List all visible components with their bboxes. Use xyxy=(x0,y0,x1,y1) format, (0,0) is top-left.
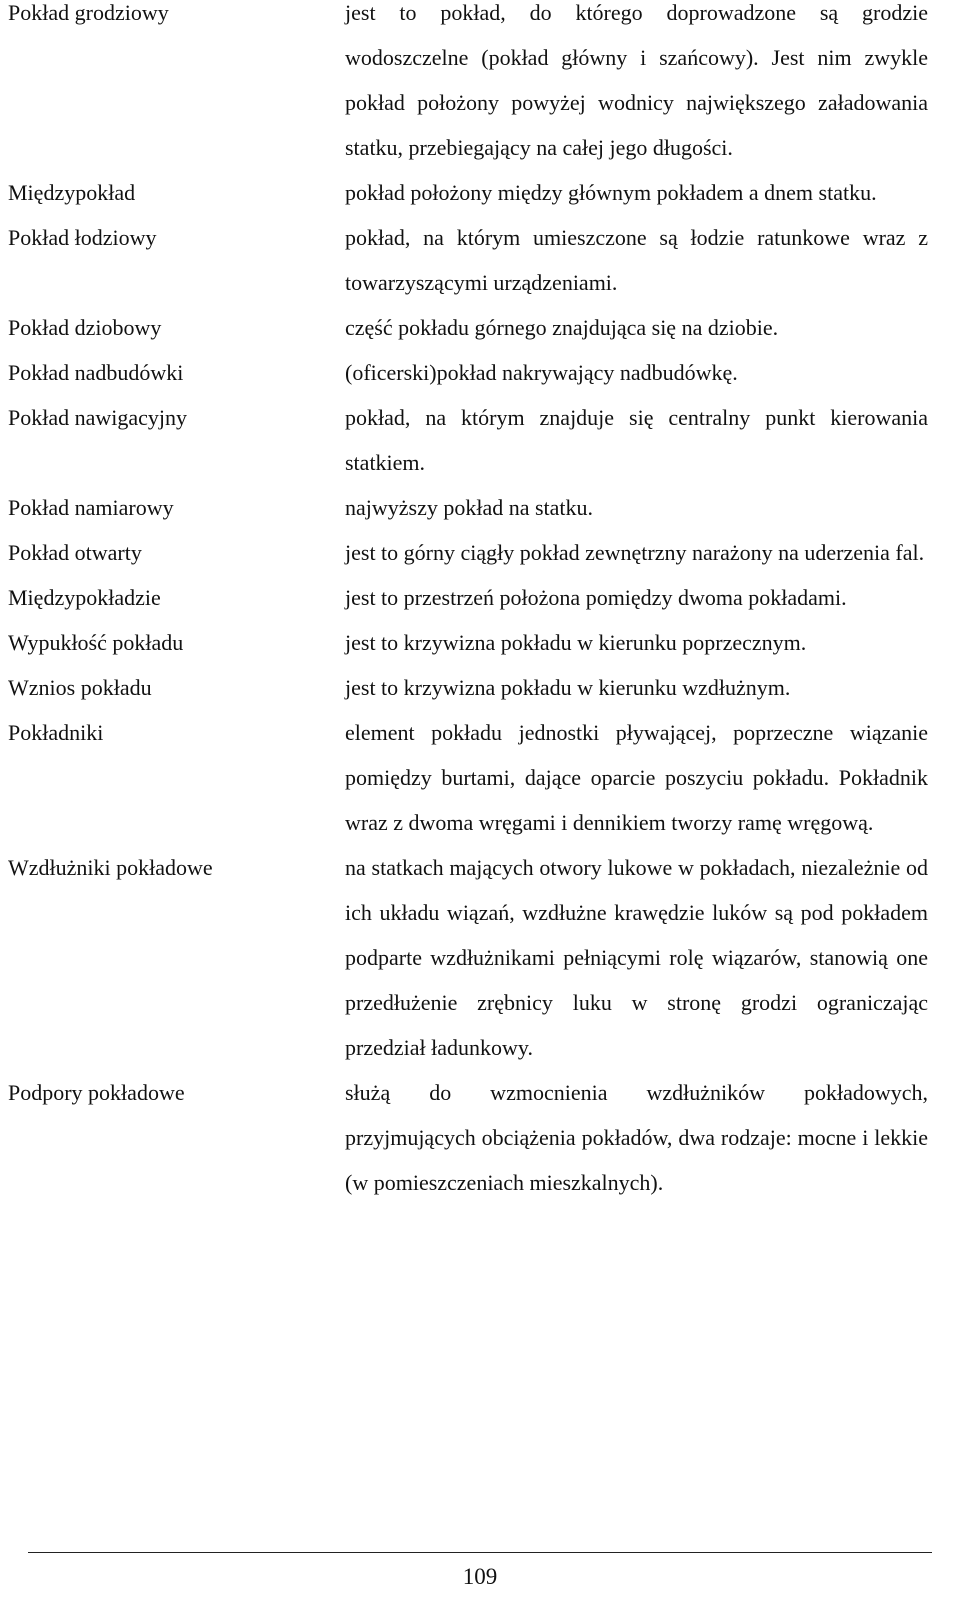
entry-term: Wznios pokładu xyxy=(8,675,152,700)
entry-term: Wypukłość pokładu xyxy=(8,630,184,655)
entry-term: Pokład nadbudówki xyxy=(8,360,184,385)
entry-definition: jest to pokład, do którego doprowadzone są grodzie wodoszczelne (pokład główny i szańcowy). Jest nim zwykle pokład położony powyżej wodnicy największego załadowania statku, przebiegający na całej jego długości. xyxy=(345,0,928,160)
glossary-entry xyxy=(8,620,928,665)
entry-term: Pokład grodziowy xyxy=(8,0,169,25)
entry-definition: element pokładu jednostki pływającej, poprzeczne wiązanie pomiędzy burtami, dające oparcie poszyciu pokładu. Pokładnik wraz z dwoma wręgami i dennikiem tworzy ramę wręgową. xyxy=(345,720,928,835)
glossary-entry xyxy=(8,530,928,575)
entry-definition: pokład, na którym znajduje się centralny punkt kierowania statkiem. xyxy=(345,405,928,475)
entry-definition: służą do wzmocnienia wzdłużników pokładowych, przyjmujących obciążenia pokładów, dwa rodzaje: mocne i lekkie (w pomieszczeniach mieszkalnych). xyxy=(345,1080,928,1195)
entry-term: Wzdłużniki pokładowe xyxy=(8,855,213,880)
entry-definition: najwyższy pokład na statku. xyxy=(345,495,594,520)
glossary-entry xyxy=(8,710,928,845)
glossary-entry xyxy=(8,215,928,305)
entry-definition: (oficerski)pokład nakrywający nadbudówkę. xyxy=(345,360,738,385)
glossary-entry xyxy=(8,0,928,170)
glossary-entry xyxy=(8,1070,928,1205)
entry-term: Podpory pokładowe xyxy=(8,1080,185,1105)
entry-definition: jest to górny ciągły pokład zewnętrzny narażony na uderzenia fal. xyxy=(345,540,925,565)
glossary-entry xyxy=(8,485,928,530)
glossary-entry xyxy=(8,305,928,350)
footer-rule xyxy=(28,1552,932,1553)
glossary-entry xyxy=(8,350,928,395)
entry-term: Pokładniki xyxy=(8,720,104,745)
entry-term: Pokład dziobowy xyxy=(8,315,162,340)
glossary-entry xyxy=(8,665,928,710)
page-number: 109 xyxy=(462,1564,498,1589)
entry-definition: pokład, na którym umieszczone są łodzie ratunkowe wraz z towarzyszącymi urządzeniami. xyxy=(345,225,928,295)
entry-term: Międzypokład xyxy=(8,180,136,205)
entry-definition: część pokładu górnego znajdująca się na dziobie. xyxy=(345,315,779,340)
entry-definition: na statkach mających otwory lukowe w pokładach, niezależnie od ich układu wiązań, wzdłużne krawędzie luków są pod pokładem podparte wzdłużnikami pełniącymi rolę wiązarów, stanowią one przedłużenie zrębnicy luku w stronę grodzi ograniczając przedział ładunkowy. xyxy=(345,855,928,1060)
glossary-entry xyxy=(8,170,928,215)
entry-definition: jest to przestrzeń położona pomiędzy dwoma pokładami. xyxy=(345,585,847,610)
glossary-entry xyxy=(8,395,928,485)
glossary xyxy=(8,0,928,1205)
glossary-entry xyxy=(8,575,928,620)
glossary-entry xyxy=(8,845,928,1070)
entry-term: Pokład namiarowy xyxy=(8,495,174,520)
entry-definition: jest to krzywizna pokładu w kierunku wzdłużnym. xyxy=(345,675,791,700)
entry-definition: jest to krzywizna pokładu w kierunku poprzecznym. xyxy=(345,630,807,655)
entry-term: Pokład nawigacyjny xyxy=(8,405,188,430)
entry-term: Pokład łodziowy xyxy=(8,225,157,250)
entry-term: Pokład otwarty xyxy=(8,540,142,565)
entry-term: Międzypokładzie xyxy=(8,585,161,610)
entry-definition: pokład położony między głównym pokładem a dnem statku. xyxy=(345,180,877,205)
